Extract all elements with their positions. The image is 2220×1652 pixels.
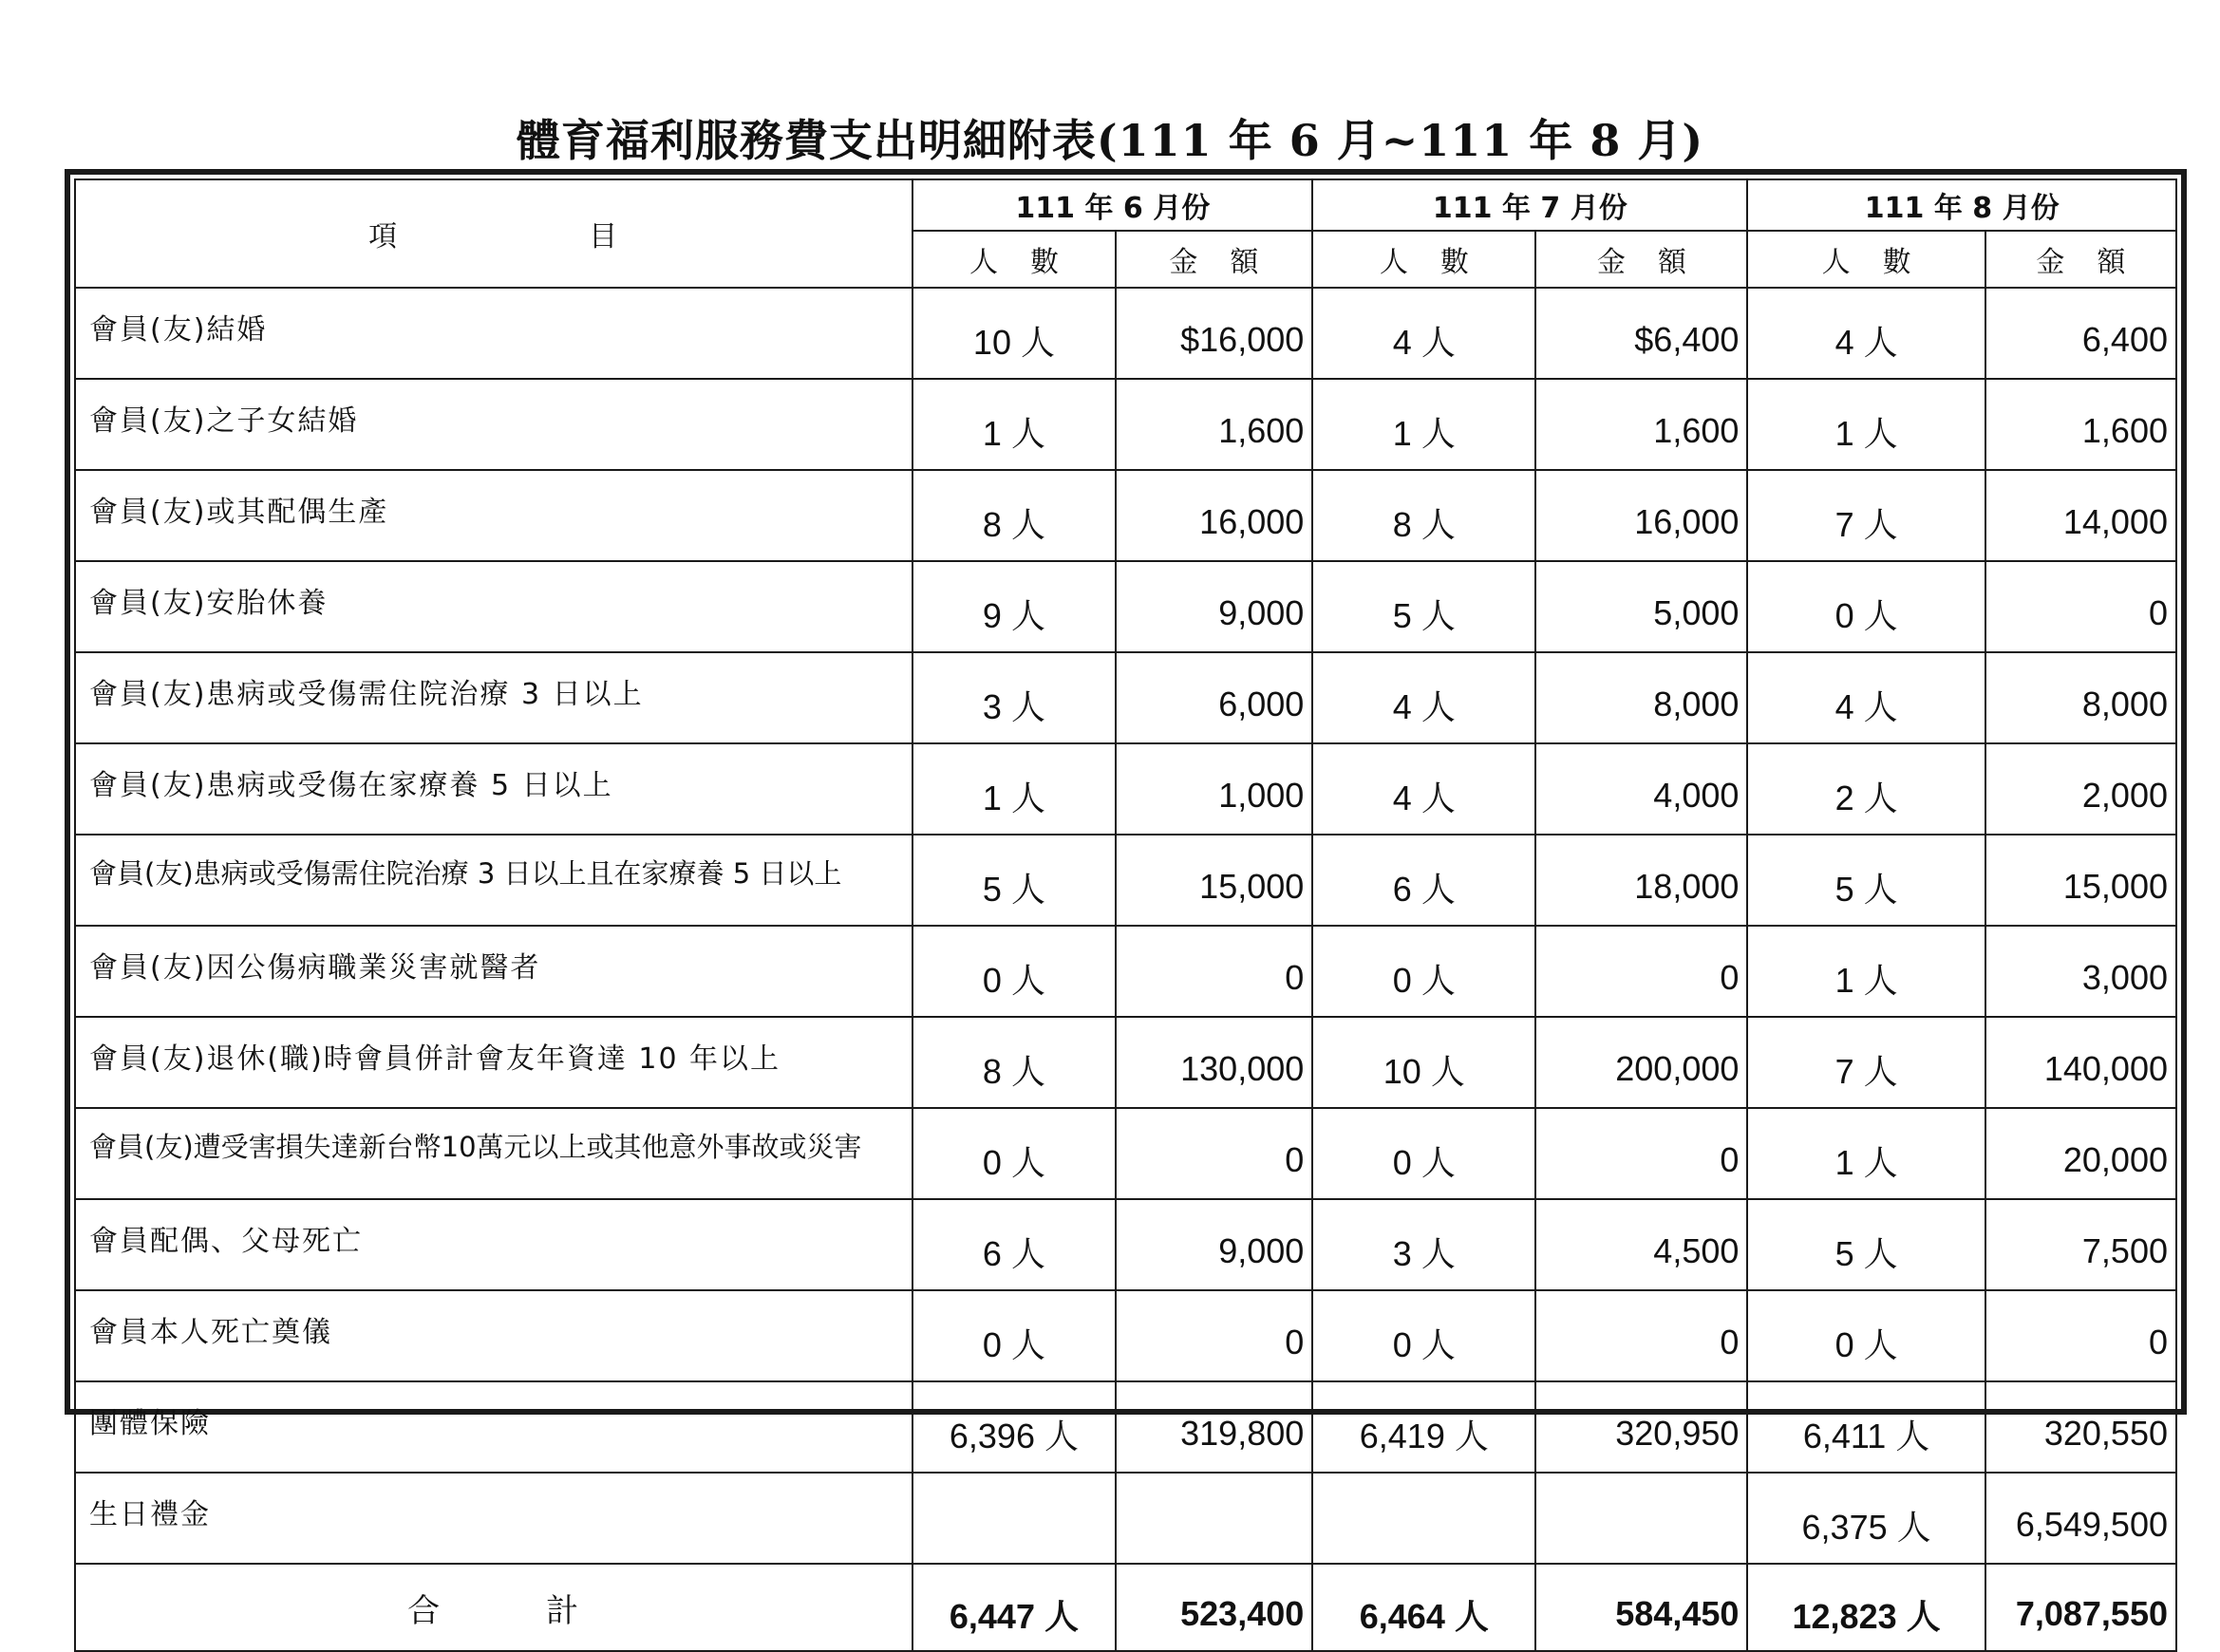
count-cell: 1 人 bbox=[1747, 1108, 1985, 1199]
count-cell: 5 人 bbox=[1747, 1199, 1985, 1290]
count-cell bbox=[1312, 1473, 1535, 1564]
count-cell: 0 人 bbox=[1747, 1290, 1985, 1381]
amount-cell: 15,000 bbox=[1116, 835, 1313, 926]
count-cell bbox=[912, 1473, 1115, 1564]
table-row bbox=[75, 1381, 2176, 1473]
count-cell: 0 人 bbox=[1747, 561, 1985, 652]
row-item-label: 會員(友)或其配偶生產 bbox=[75, 470, 912, 561]
header-row-months bbox=[75, 179, 2176, 231]
amount-cell: 0 bbox=[1535, 1290, 1747, 1381]
row-item-label: 會員(友)退休(職)時會員併計會友年資達 10 年以上 bbox=[75, 1017, 912, 1108]
item-header-b: 目 bbox=[589, 220, 620, 253]
table-row bbox=[75, 379, 2176, 470]
row-item-label: 會員(友)結婚 bbox=[75, 288, 912, 379]
table-row bbox=[75, 1108, 2176, 1199]
table-row bbox=[75, 1017, 2176, 1108]
amount-cell: 4,500 bbox=[1535, 1199, 1747, 1290]
row-item-label: 會員(友)患病或受傷需住院治療 3 日以上 bbox=[75, 652, 912, 743]
item-header-a: 項 bbox=[368, 220, 400, 253]
month-header-aug: 111 年 8 月份 bbox=[1747, 179, 2176, 231]
amount-cell: $16,000 bbox=[1116, 288, 1313, 379]
amount-cell: 1,600 bbox=[1116, 379, 1313, 470]
table-row bbox=[75, 288, 2176, 379]
amount-cell: 3,000 bbox=[1985, 926, 2176, 1017]
count-cell: 4 人 bbox=[1747, 652, 1985, 743]
count-cell: 0 人 bbox=[912, 1108, 1115, 1199]
row-item-label: 會員(友)患病或受傷需住院治療 3 日以上且在家療養 5 日以上 bbox=[75, 835, 912, 926]
count-cell: 4 人 bbox=[1312, 652, 1535, 743]
amount-cell: 8,000 bbox=[1535, 652, 1747, 743]
amount-cell: 6,000 bbox=[1116, 652, 1313, 743]
count-header: 人 數 bbox=[1312, 231, 1535, 288]
count-cell: 0 人 bbox=[912, 926, 1115, 1017]
count-cell: 6,375 人 bbox=[1747, 1473, 1985, 1564]
amount-cell: $6,400 bbox=[1535, 288, 1747, 379]
table-row bbox=[75, 470, 2176, 561]
total-count-cell: 6,447 人 bbox=[912, 1564, 1115, 1651]
item-column-header bbox=[75, 179, 912, 288]
total-count-cell: 6,464 人 bbox=[1312, 1564, 1535, 1651]
count-cell: 10 人 bbox=[1312, 1017, 1535, 1108]
row-item-label: 會員(友)之子女結婚 bbox=[75, 379, 912, 470]
amount-cell: 320,950 bbox=[1535, 1381, 1747, 1473]
count-cell: 1 人 bbox=[1747, 379, 1985, 470]
amount-cell: 320,550 bbox=[1985, 1381, 2176, 1473]
table-row bbox=[75, 1290, 2176, 1381]
table-row bbox=[75, 1473, 2176, 1564]
row-item-label: 會員本人死亡奠儀 bbox=[75, 1290, 912, 1381]
count-cell: 3 人 bbox=[912, 652, 1115, 743]
count-cell: 9 人 bbox=[912, 561, 1115, 652]
expense-table bbox=[74, 178, 2177, 1652]
count-header: 人 數 bbox=[1747, 231, 1985, 288]
amount-cell: 319,800 bbox=[1116, 1381, 1313, 1473]
amount-cell: 16,000 bbox=[1535, 470, 1747, 561]
row-item-label: 會員配偶、父母死亡 bbox=[75, 1199, 912, 1290]
table-row bbox=[75, 835, 2176, 926]
amount-cell: 140,000 bbox=[1985, 1017, 2176, 1108]
amount-cell: 0 bbox=[1116, 1108, 1313, 1199]
count-cell: 4 人 bbox=[1312, 288, 1535, 379]
amount-header: 金 額 bbox=[1985, 231, 2176, 288]
row-item-label: 團體保險 bbox=[75, 1381, 912, 1473]
amount-cell: 6,549,500 bbox=[1985, 1473, 2176, 1564]
amount-cell: 6,400 bbox=[1985, 288, 2176, 379]
count-cell: 4 人 bbox=[1312, 743, 1535, 835]
count-cell: 8 人 bbox=[912, 1017, 1115, 1108]
amount-cell: 16,000 bbox=[1116, 470, 1313, 561]
amount-cell: 0 bbox=[1535, 926, 1747, 1017]
count-cell: 0 人 bbox=[1312, 926, 1535, 1017]
row-item-label: 生日禮金 bbox=[75, 1473, 912, 1564]
table-row bbox=[75, 652, 2176, 743]
total-amount-cell: 584,450 bbox=[1535, 1564, 1747, 1651]
total-amount-cell: 523,400 bbox=[1116, 1564, 1313, 1651]
total-row bbox=[75, 1564, 2176, 1651]
amount-header: 金 額 bbox=[1535, 231, 1747, 288]
table-row bbox=[75, 561, 2176, 652]
count-cell: 6,411 人 bbox=[1747, 1381, 1985, 1473]
amount-header: 金 額 bbox=[1116, 231, 1313, 288]
amount-cell: 15,000 bbox=[1985, 835, 2176, 926]
count-cell: 8 人 bbox=[912, 470, 1115, 561]
count-cell: 5 人 bbox=[912, 835, 1115, 926]
count-cell: 1 人 bbox=[1312, 379, 1535, 470]
count-cell: 1 人 bbox=[912, 379, 1115, 470]
amount-cell: 5,000 bbox=[1535, 561, 1747, 652]
table-row bbox=[75, 1199, 2176, 1290]
amount-cell: 4,000 bbox=[1535, 743, 1747, 835]
amount-cell: 1,600 bbox=[1535, 379, 1747, 470]
amount-cell: 18,000 bbox=[1535, 835, 1747, 926]
amount-cell: 1,600 bbox=[1985, 379, 2176, 470]
count-cell: 3 人 bbox=[1312, 1199, 1535, 1290]
count-cell: 6 人 bbox=[1312, 835, 1535, 926]
amount-cell: 200,000 bbox=[1535, 1017, 1747, 1108]
amount-cell: 130,000 bbox=[1116, 1017, 1313, 1108]
count-cell: 5 人 bbox=[1312, 561, 1535, 652]
count-cell: 10 人 bbox=[912, 288, 1115, 379]
count-cell: 7 人 bbox=[1747, 470, 1985, 561]
count-cell: 6,396 人 bbox=[912, 1381, 1115, 1473]
amount-cell bbox=[1116, 1473, 1313, 1564]
month-header-jul: 111 年 7 月份 bbox=[1312, 179, 1747, 231]
row-item-label: 會員(友)安胎休養 bbox=[75, 561, 912, 652]
document-title: 體育福利服務費支出明細附表(111 年 6 月~111 年 8 月) bbox=[516, 115, 1704, 166]
count-cell: 6 人 bbox=[912, 1199, 1115, 1290]
amount-cell: 1,000 bbox=[1116, 743, 1313, 835]
table-row bbox=[75, 926, 2176, 1017]
month-header-jun: 111 年 6 月份 bbox=[912, 179, 1312, 231]
amount-cell: 9,000 bbox=[1116, 561, 1313, 652]
count-cell: 1 人 bbox=[912, 743, 1115, 835]
amount-cell: 8,000 bbox=[1985, 652, 2176, 743]
count-cell: 2 人 bbox=[1747, 743, 1985, 835]
amount-cell: 0 bbox=[1535, 1108, 1747, 1199]
total-count-cell: 12,823 人 bbox=[1747, 1564, 1985, 1651]
count-cell: 0 人 bbox=[1312, 1108, 1535, 1199]
count-cell: 0 人 bbox=[912, 1290, 1115, 1381]
amount-cell: 0 bbox=[1985, 1290, 2176, 1381]
count-cell: 8 人 bbox=[1312, 470, 1535, 561]
amount-cell: 14,000 bbox=[1985, 470, 2176, 561]
table-row bbox=[75, 743, 2176, 835]
expense-table-frame bbox=[65, 169, 2187, 1636]
row-item-label: 會員(友)遭受害損失達新台幣10萬元以上或其他意外事故或災害 bbox=[75, 1108, 912, 1199]
amount-cell: 20,000 bbox=[1985, 1108, 2176, 1199]
count-cell: 0 人 bbox=[1312, 1290, 1535, 1381]
count-header: 人 數 bbox=[912, 231, 1115, 288]
amount-cell: 7,500 bbox=[1985, 1199, 2176, 1290]
amount-cell: 0 bbox=[1985, 561, 2176, 652]
total-amount-cell: 7,087,550 bbox=[1985, 1564, 2176, 1651]
row-item-label: 會員(友)因公傷病職業災害就醫者 bbox=[75, 926, 912, 1017]
amount-cell bbox=[1535, 1473, 1747, 1564]
amount-cell: 9,000 bbox=[1116, 1199, 1313, 1290]
count-cell: 5 人 bbox=[1747, 835, 1985, 926]
amount-cell: 2,000 bbox=[1985, 743, 2176, 835]
row-item-label: 會員(友)患病或受傷在家療養 5 日以上 bbox=[75, 743, 912, 835]
amount-cell: 0 bbox=[1116, 926, 1313, 1017]
count-cell: 6,419 人 bbox=[1312, 1381, 1535, 1473]
count-cell: 7 人 bbox=[1747, 1017, 1985, 1108]
count-cell: 4 人 bbox=[1747, 288, 1985, 379]
count-cell: 1 人 bbox=[1747, 926, 1985, 1017]
total-label: 合 計 bbox=[75, 1564, 912, 1651]
amount-cell: 0 bbox=[1116, 1290, 1313, 1381]
